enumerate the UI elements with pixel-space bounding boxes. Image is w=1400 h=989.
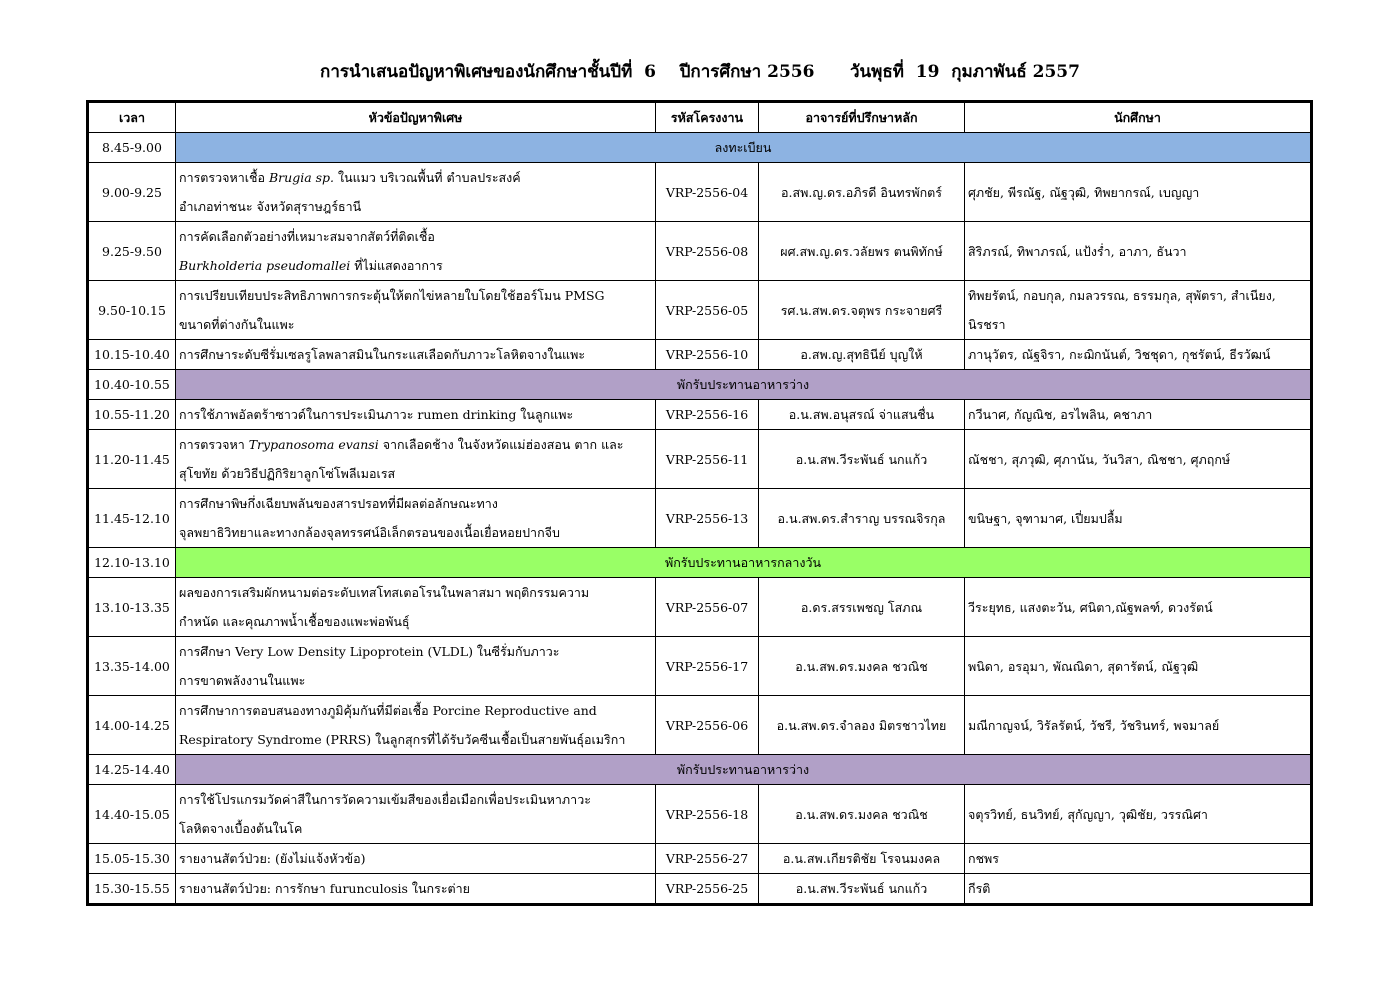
students-line: ภานุวัตร, ณัฐจิรา, กะฌิกนันต์, วิชชุดา, กุชรัตน์, ธีรวัฒน์: [968, 347, 1271, 362]
code-cell: VRP-2556-18: [656, 785, 759, 844]
students-cell: [965, 844, 1312, 874]
scientific-name: Trypanosoma evansi: [248, 437, 379, 452]
advisor-cell: อ.สพ.ญ.ดร.อภิรดี อินทรพักตร์: [759, 163, 965, 222]
topic-cell: [176, 430, 656, 489]
topic-line: การคัดเลือกตัวอย่างที่เหมาะสมจากสัตว์ที่ติดเชื้อ: [179, 229, 435, 244]
topic-cell: [176, 874, 656, 905]
students-cell: [965, 400, 1312, 430]
students-line: กวีนาศ, กัญณิช, อรไพลิน, คชาภา: [968, 407, 1153, 422]
code-cell: VRP-2556-07: [656, 578, 759, 637]
code-cell: VRP-2556-05: [656, 281, 759, 340]
time-cell: 14.25-14.40: [88, 755, 176, 785]
topic-cell: [176, 340, 656, 370]
band-row: [88, 548, 1312, 578]
topic-cell: [176, 637, 656, 696]
topic-line: รายงานสัตว์ป่วย: (ยังไม่แจ้งหัวข้อ): [179, 851, 366, 866]
band-cell: ลงทะเบียน: [176, 133, 1312, 163]
topic-cell: [176, 163, 656, 222]
students-cell: [965, 696, 1312, 755]
advisor-cell: อ.น.สพ.เกียรติชัย โรจนมงคล: [759, 844, 965, 874]
advisor-cell: อ.สพ.ญ.สุทธินีย์ บุญให้: [759, 340, 965, 370]
students-cell: [965, 874, 1312, 905]
students-line: ขนิษฐา, จุฑามาศ, เปี่ยมปลื้ม: [968, 510, 1123, 526]
header-code: รหัสโครงงาน: [656, 102, 759, 133]
band-row: [88, 370, 1312, 400]
header-advisor: อาจารย์ที่ปรึกษาหลัก: [759, 102, 965, 133]
band-cell: พักรับประทานอาหารว่าง: [176, 370, 1312, 400]
time-cell: 14.00-14.25: [88, 696, 176, 755]
band-row: [88, 755, 1312, 785]
time-cell: 10.15-10.40: [88, 340, 176, 370]
advisor-cell: อ.น.สพ.อนุสรณ์ จ่าแสนชื่น: [759, 400, 965, 430]
band-row: [88, 133, 1312, 163]
students-cell: [965, 578, 1312, 637]
topic-line: Burkholderia pseudomallei ที่ไม่แสดงอาการ: [179, 258, 443, 273]
topic-cell: [176, 489, 656, 548]
topic-cell: [176, 281, 656, 340]
students-line: สิริภรณ์, ทิพาภรณ์, แป้งร่ำ, อาภา, ธันวา: [968, 243, 1187, 259]
time-cell: 9.50-10.15: [88, 281, 176, 340]
topic-line: การศึกษา Very Low Density Lipoprotein (VLDL) ในซีรั่มกับภาวะ: [179, 644, 560, 659]
topic-line: การศึกษาการตอบสนองทางภูมิคุ้มกันที่มีต่อเชื้อ Porcine Reproductive and: [179, 703, 597, 718]
topic-line: ผลของการเสริมผักหนามต่อระดับเทสโทสเตอโรนในพลาสมา พฤติกรรมความ: [179, 585, 590, 600]
table-row: [88, 874, 1312, 905]
students-line: จตุรวิทย์, ธนวิทย์, สุกัญญา, วุฒิชัย, วรรณิศา: [968, 806, 1208, 822]
time-cell: 10.55-11.20: [88, 400, 176, 430]
code-cell: VRP-2556-27: [656, 844, 759, 874]
topic-line: การขาดพลังงานในแพะ: [179, 673, 306, 688]
topic-cell: [176, 696, 656, 755]
advisor-cell: รศ.น.สพ.ดร.จตุพร กระจายศรี: [759, 281, 965, 340]
topic-line: กำหนัด และคุณภาพน้ำเชื้อของแพะพ่อพันธุ์: [179, 614, 410, 629]
time-cell: 10.40-10.55: [88, 370, 176, 400]
table-row: [88, 785, 1312, 844]
time-cell: 13.35-14.00: [88, 637, 176, 696]
students-line: ทิพยรัตน์, กอบกุล, กมลวรรณ, ธรรมกุล, สุพัตรา, สำเนียง,: [968, 288, 1276, 303]
table-row: [88, 163, 1312, 222]
topic-line: การศึกษาพิษกึ่งเฉียบพลันของสารปรอทที่มีผลต่อลักษณะทาง: [179, 496, 498, 511]
students-line: นิรชรา: [968, 317, 1006, 332]
students-cell: [965, 222, 1312, 281]
students-cell: [965, 637, 1312, 696]
topic-line: การตรวจหา Trypanosoma evansi จากเลือดช้าง ในจังหวัดแม่ฮ่องสอน ตาก และ: [179, 437, 624, 452]
table-header-row: [88, 102, 1312, 133]
table-row: [88, 844, 1312, 874]
table-row: [88, 430, 1312, 489]
topic-line: การเปรียบเทียบประสิทธิภาพการกระตุ้นให้ตกไข่หลายใบโดยใช้ฮอร์โมน PMSG: [179, 288, 605, 303]
advisor-cell: อ.น.สพ.ดร.สำราญ บรรณจิรกุล: [759, 489, 965, 548]
topic-line: Respiratory Syndrome (PRRS) ในลูกสุกรที่ได้รับวัคซีนเชื้อเป็นสายพันธุ์อเมริกา: [179, 732, 626, 747]
topic-cell: [176, 785, 656, 844]
students-line: กีรติ: [968, 881, 991, 896]
code-cell: VRP-2556-04: [656, 163, 759, 222]
topic-line: การตรวจหาเชื้อ Brugia sp. ในแมว บริเวณพื้นที่ ตำบลประสงค์: [179, 170, 521, 185]
table-row: [88, 340, 1312, 370]
band-cell: พักรับประทานอาหารว่าง: [176, 755, 1312, 785]
topic-line: การใช้โปรแกรมวัดค่าสีในการวัดความเข้มสีของเยื่อเมือกเพื่อประเมินหาภาวะ: [179, 792, 591, 807]
advisor-cell: อ.น.สพ.ดร.มงคล ชวณิช: [759, 637, 965, 696]
students-line: มณีกาญจน์, วิรัลรัตน์, วัชรี, วัชรินทร์, พจมาลย์: [968, 717, 1220, 733]
topic-line: การศึกษาระดับซีรั่มเซลรูโลพลาสมินในกระแสเลือดกับภาวะโลหิตจางในแพะ: [179, 347, 586, 362]
topic-line: สุโขทัย ด้วยวิธีปฏิกิริยาลูกโซ่โพลีเมอเรส: [179, 466, 396, 481]
time-cell: 12.10-13.10: [88, 548, 176, 578]
topic-cell: [176, 400, 656, 430]
students-line: กชพร: [968, 851, 1000, 866]
students-line: ณัชชา, สุภวุฒิ, ศุภานัน, วันวิสา, ณิชชา, ศุภฤกษ์: [968, 451, 1231, 467]
students-cell: [965, 340, 1312, 370]
students-line: วีระยุทธ, แสงตะวัน, ศนิตา,ณัฐพลฑ์, ดวงรัตน์: [968, 599, 1213, 615]
header-students: นักศึกษา: [965, 102, 1312, 133]
code-cell: VRP-2556-17: [656, 637, 759, 696]
advisor-cell: อ.น.สพ.วีระพันธ์ นกแก้ว: [759, 874, 965, 905]
scientific-name: Burkholderia pseudomallei: [179, 258, 351, 273]
schedule-table: [86, 100, 1313, 906]
students-cell: [965, 281, 1312, 340]
scientific-name: Brugia sp.: [268, 170, 335, 185]
table-row: [88, 400, 1312, 430]
advisor-cell: อ.น.สพ.ดร.มงคล ชวณิช: [759, 785, 965, 844]
topic-line: จุลพยาธิวิทยาและทางกล้องจุลทรรศน์อิเล็กตรอนของเนื้อเยื่อหอยปากจีบ: [179, 525, 560, 540]
header-time: เวลา: [88, 102, 176, 133]
advisor-cell: ผศ.สพ.ญ.ดร.วลัยพร ตนพิทักษ์: [759, 222, 965, 281]
time-cell: 13.10-13.35: [88, 578, 176, 637]
topic-cell: [176, 222, 656, 281]
header-topic: หัวข้อปัญหาพิเศษ: [176, 102, 656, 133]
advisor-cell: อ.ดร.สรรเพชญ โสภณ: [759, 578, 965, 637]
code-cell: VRP-2556-13: [656, 489, 759, 548]
code-cell: VRP-2556-16: [656, 400, 759, 430]
code-cell: VRP-2556-08: [656, 222, 759, 281]
page-title: การนำเสนอปัญหาพิเศษของนักศึกษาชั้นปีที่ 6 ปีการศึกษา 2556 วันพุธที่ 19 กุมภาพันธ์ 2557: [320, 62, 1080, 82]
students-line: พนิดา, อรอุมา, พัณณิดา, สุดารัตน์, ณัฐวุฒิ: [968, 658, 1199, 674]
time-cell: 15.05-15.30: [88, 844, 176, 874]
time-cell: 8.45-9.00: [88, 133, 176, 163]
table-row: [88, 578, 1312, 637]
time-cell: 9.25-9.50: [88, 222, 176, 281]
code-cell: VRP-2556-06: [656, 696, 759, 755]
topic-line: อำเภอท่าชนะ จังหวัดสุราษฎร์ธานี: [179, 199, 362, 214]
topic-line: รายงานสัตว์ป่วย: การรักษา furunculosis ในกระต่าย: [179, 881, 471, 896]
students-line: ศุภชัย, พีรณัฐ, ณัฐวุฒิ, ทิพยากรณ์, เบญญา: [968, 184, 1200, 200]
table-row: [88, 222, 1312, 281]
topic-line: ขนาดที่ต่างกันในแพะ: [179, 317, 295, 332]
table-row: [88, 637, 1312, 696]
topic-line: โลหิตจางเบื้องต้นในโค: [179, 821, 303, 836]
table-row: [88, 281, 1312, 340]
students-cell: [965, 489, 1312, 548]
time-cell: 14.40-15.05: [88, 785, 176, 844]
topic-cell: [176, 844, 656, 874]
table-row: [88, 489, 1312, 548]
code-cell: VRP-2556-11: [656, 430, 759, 489]
code-cell: VRP-2556-10: [656, 340, 759, 370]
students-cell: [965, 163, 1312, 222]
time-cell: 11.45-12.10: [88, 489, 176, 548]
time-cell: 15.30-15.55: [88, 874, 176, 905]
advisor-cell: อ.น.สพ.วีระพันธ์ นกแก้ว: [759, 430, 965, 489]
table-body: [88, 133, 1312, 905]
table-row: [88, 696, 1312, 755]
time-cell: 11.20-11.45: [88, 430, 176, 489]
students-cell: [965, 785, 1312, 844]
time-cell: 9.00-9.25: [88, 163, 176, 222]
topic-cell: [176, 578, 656, 637]
topic-line: การใช้ภาพอัลตร้าซาวด์ในการประเมินภาวะ rumen drinking ในลูกแพะ: [179, 407, 574, 422]
advisor-cell: อ.น.สพ.ดร.จำลอง มิตรชาวไทย: [759, 696, 965, 755]
band-cell: พักรับประทานอาหารกลางวัน: [176, 548, 1312, 578]
code-cell: VRP-2556-25: [656, 874, 759, 905]
students-cell: [965, 430, 1312, 489]
